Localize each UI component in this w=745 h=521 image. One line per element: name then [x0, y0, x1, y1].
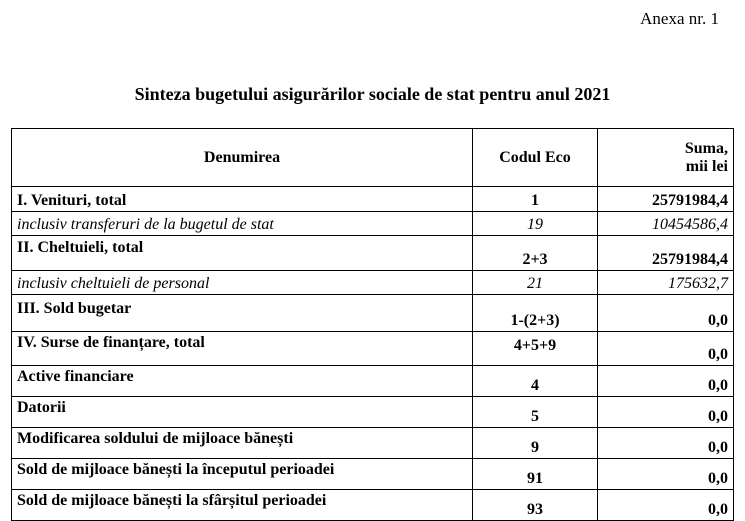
annex-number: Anexa nr. 1 [640, 9, 719, 28]
row-name: inclusiv transferuri de la bugetul de stat [12, 212, 473, 236]
header-sum-line2: mii lei [685, 157, 728, 175]
row-code: 21 [473, 271, 598, 295]
row-sum: 25791984,4 [598, 187, 734, 212]
row-sum: 0,0 [598, 366, 734, 397]
row-sum: 0,0 [598, 490, 734, 521]
row-sum: 0,0 [598, 332, 734, 366]
row-code: 1 [473, 187, 598, 212]
row-code: 19 [473, 212, 598, 236]
table-row [12, 490, 734, 521]
header-sum-line1: Suma, [684, 139, 728, 157]
row-sum: 0,0 [598, 397, 734, 428]
document-title: Sinteza bugetului asigurărilor sociale de stat pentru anul 2021 [134, 84, 611, 104]
header-name: Denumirea [12, 129, 473, 187]
row-code: 4+5+9 [473, 332, 598, 366]
row-name: Datorii [12, 397, 473, 428]
table-row [12, 236, 734, 271]
row-code: 1-(2+3) [473, 295, 598, 332]
row-code: 4 [473, 366, 598, 397]
row-name: Modificarea soldului de mijloace bănești [12, 428, 473, 459]
row-sum: 0,0 [598, 428, 734, 459]
row-code: 91 [473, 459, 598, 490]
row-code: 2+3 [473, 236, 598, 271]
table-row [12, 187, 734, 212]
row-sum: 25791984,4 [598, 236, 734, 271]
row-name: Active financiare [12, 366, 473, 397]
budget-table [11, 128, 734, 521]
row-code: 5 [473, 397, 598, 428]
row-sum: 175632,7 [598, 271, 734, 295]
row-sum: 0,0 [598, 459, 734, 490]
row-name: IV. Surse de finanțare, total [12, 332, 473, 366]
table-header-row [12, 129, 734, 187]
row-name: inclusiv cheltuieli de personal [12, 271, 473, 295]
row-sum: 0,0 [598, 295, 734, 332]
row-name: III. Sold bugetar [12, 295, 473, 332]
table-row [12, 212, 734, 236]
header-sum [598, 129, 734, 187]
row-name: II. Cheltuieli, total [12, 236, 473, 271]
row-code: 93 [473, 490, 598, 521]
table-row [12, 271, 734, 295]
table-row [12, 332, 734, 366]
table-row [12, 295, 734, 332]
row-name: Sold de mijloace bănești la sfârșitul perioadei [12, 490, 473, 521]
header-code: Codul Eco [473, 129, 598, 187]
table-row [12, 366, 734, 397]
row-name: Sold de mijloace bănești la începutul perioadei [12, 459, 473, 490]
table-row [12, 397, 734, 428]
table-row [12, 428, 734, 459]
row-sum: 10454586,4 [598, 212, 734, 236]
table-row [12, 459, 734, 490]
row-code: 9 [473, 428, 598, 459]
row-name: I. Venituri, total [12, 187, 473, 212]
